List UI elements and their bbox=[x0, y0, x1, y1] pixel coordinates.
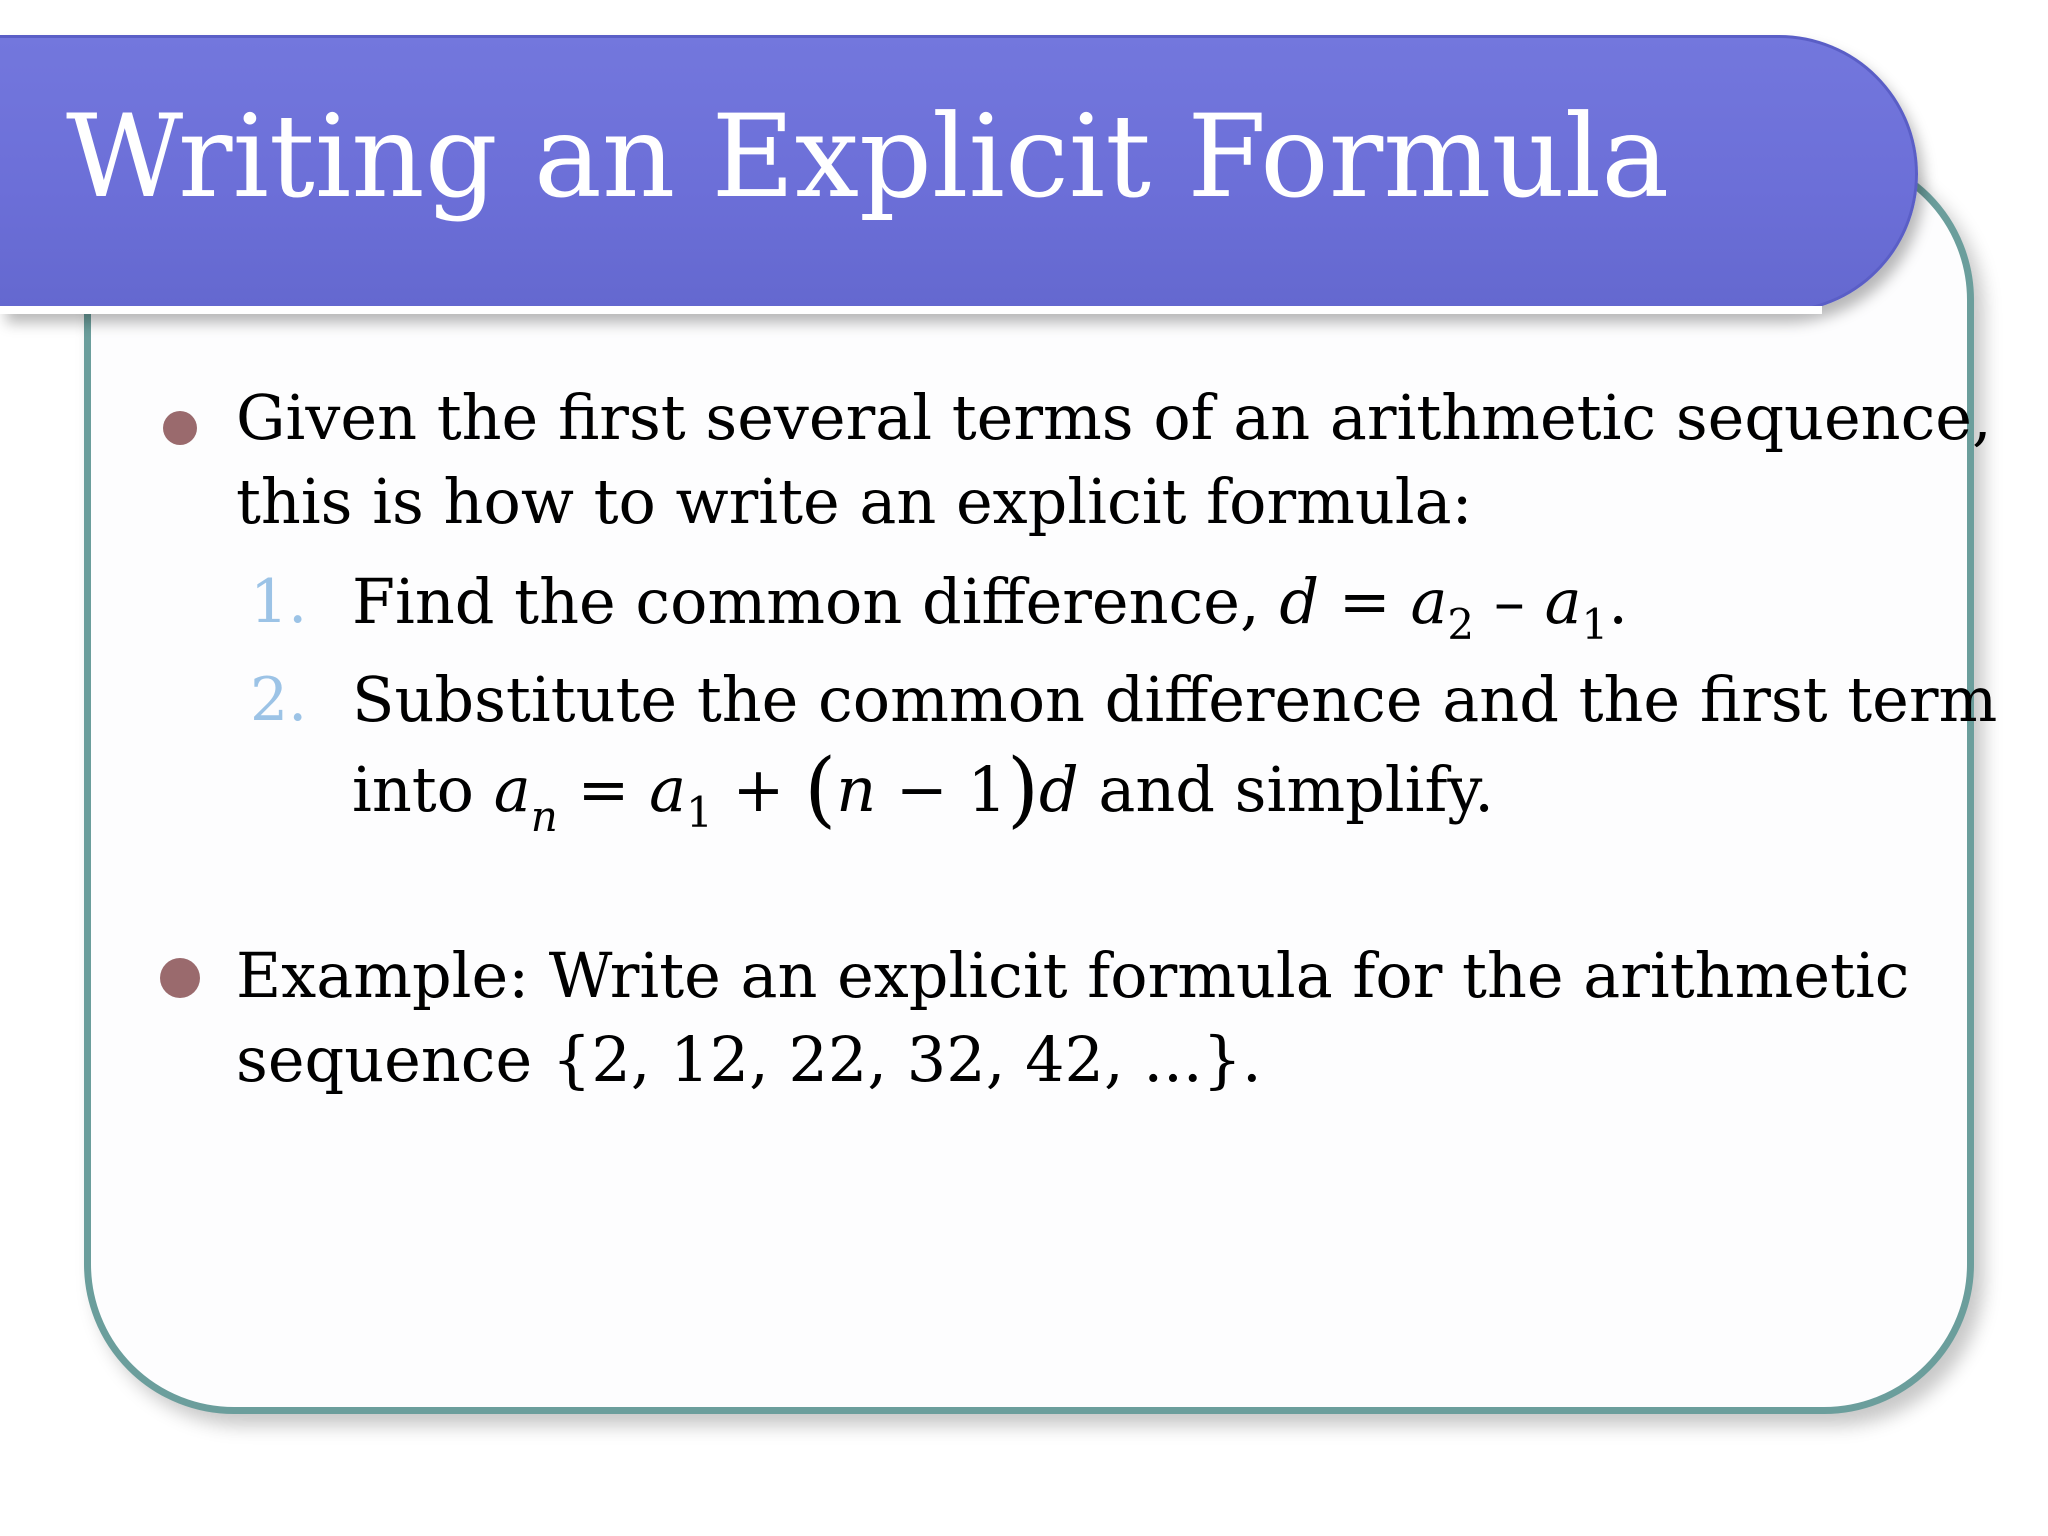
formula-sub: n bbox=[530, 792, 558, 841]
math-minus: – bbox=[1474, 565, 1545, 638]
formula-one: 1 bbox=[967, 753, 1007, 826]
bullet-line: sequence {2, 12, 22, 32, 42, ...}. bbox=[236, 1023, 1262, 1096]
bullet-line: Example: Write an explicit formula for the arithmetic bbox=[236, 939, 1910, 1012]
step-line: Substitute the common difference and the first term bbox=[352, 663, 1998, 736]
formula-a: a bbox=[649, 753, 687, 826]
formula-minus: − bbox=[876, 753, 968, 826]
math-equals: = bbox=[1319, 565, 1411, 638]
step-number: 2. bbox=[250, 665, 308, 735]
formula-paren: ( bbox=[804, 742, 837, 837]
step-into: into bbox=[352, 753, 494, 826]
formula-paren: ) bbox=[1006, 742, 1039, 837]
math-sub: 1 bbox=[1581, 600, 1609, 649]
formula-line bbox=[352, 742, 1997, 839]
formula-eq: = bbox=[557, 753, 650, 826]
step-label: Find the common difference, bbox=[352, 565, 1280, 638]
math-a: a bbox=[1410, 565, 1448, 638]
math-a: a bbox=[1544, 565, 1582, 638]
formula-a: a bbox=[493, 753, 531, 826]
bullet-dot bbox=[163, 411, 197, 445]
title-underline bbox=[0, 306, 1822, 314]
bullet-dot bbox=[160, 958, 200, 998]
formula-plus: + bbox=[712, 753, 805, 826]
math-sub: 2 bbox=[1447, 600, 1475, 649]
bullet-line: this is how to write an explicit formula: bbox=[236, 465, 1473, 538]
formula-sub: 1 bbox=[686, 788, 713, 837]
step-text bbox=[352, 658, 1997, 839]
formula-n: n bbox=[836, 753, 877, 826]
formula-d: d bbox=[1038, 753, 1079, 826]
step-number: 1. bbox=[250, 567, 308, 637]
bullet-text bbox=[236, 934, 1910, 1102]
slide-title: Writing an Explicit Formula bbox=[66, 90, 1670, 223]
step-after: and simplify. bbox=[1078, 753, 1494, 826]
bullet-line: Given the first several terms of an arithmetic sequence, bbox=[236, 381, 1992, 454]
step-end: . bbox=[1608, 565, 1628, 638]
math-d: d bbox=[1279, 565, 1320, 638]
bullet-text bbox=[236, 376, 1992, 544]
step-text bbox=[352, 560, 1628, 651]
